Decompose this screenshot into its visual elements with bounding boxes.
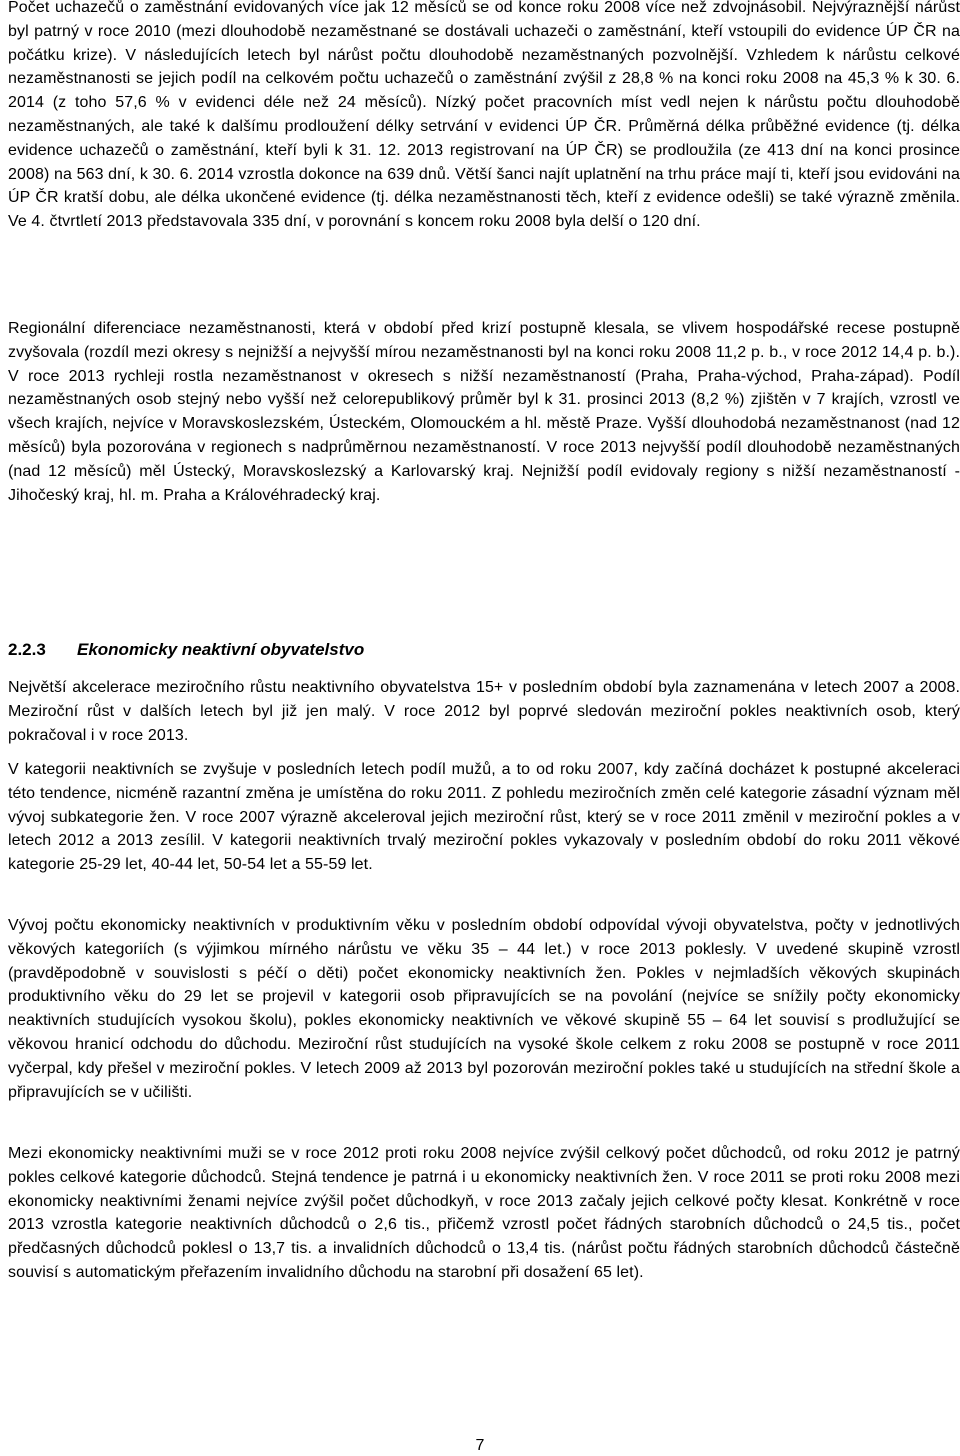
section-heading bbox=[8, 638, 364, 662]
section-title: Ekonomicky neaktivní obyvatelstvo bbox=[77, 640, 365, 659]
section-number: 2.2.3 bbox=[8, 640, 46, 659]
paragraph-inactive-growth: Největší akcelerace meziročního růstu neaktivního obyvatelstva 15+ v posledním období byla zaznamenána v letech 2007 a 2008. Meziroční růst v dalších letech byl již jen malý. V roce 2012 byl poprvé sledován meziroční pokles neaktivních osob, který pokračoval i v roce 2013. bbox=[8, 679, 960, 744]
page-number: 7 bbox=[475, 1437, 485, 1454]
paragraph-long-term-unemployment: Počet uchazečů o zaměstnání evidovaných více jak 12 měsíců se od konce roku 2008 více než zdvojnásobil. Nejvýraznější nárůst byl patrný v roce 2010 (mezi dlouhodobě nezaměstnané se dostávali uchazeči o zaměstnání, kteří vstoupili do evidence ÚP ČR na počátku krize). V následujících letech byl nárůst počtu dlouhodobě nezaměstnaných pozvolnější. Vzhledem k nárůstu celkové nezaměstnanosti se jejich podíl na celkovém počtu uchazečů o zaměstnání zvýšil z 28,8 % na konci roku 2008 na 45,3 % k 30. 6. 2014 (z toho 57,6 % v evidenci déle než 24 měsíců). Nízký počet pracovních míst vedl nejen k nárůstu počtu dlouhodobě nezaměstnaných, ale také k dalšímu prodloužení délky setrvání v evidenci ÚP ČR. Průměrná délka průběžné evidence (tj. délka evidence uchazečů o zaměstnání, kteří byli k 31. 12. 2013 registrovaní na ÚP ČR) se prodloužila (ze 413 dní na konci prosince 2008) na 563 dní, k 30. 6. 2014 vzrostla dokonce na 639 dnů. Větší šanci najít uplatnění na trhu práce mají ti, kteří jsou evidováni na ÚP ČR kratší dobu, ale délka ukončené evidence (tj. délka nezaměstnanosti těch, kteří z evidence odešli) se také výrazně změnila. Ve 4. čtvrtletí 2013 představovala 335 dní, v porovnání s koncem roku 2008 byla delší o 120 dní. bbox=[8, 0, 960, 231]
paragraph-productive-age-inactive: Vývoj počtu ekonomicky neaktivních v produktivním věku v posledním období odpovídal vývoji obyvatelstva, počty v jednotlivých věkových kategoriích (s výjimkou mírného nárůstu ve věku 35 – 44 let.) v roce 2013 poklesly. V uvedené skupině vzrostl (pravděpodobně v souvislosti s péčí o děti) počet ekonomicky neaktivních žen. Pokles v nejmladších věkových skupinách produktivního věku do 29 let se projevil v kategorii osob připravujících se na povolání (nejvíce se snížily počty ekonomicky neaktivních studujících vysokou školu), pokles ekonomicky neaktivních ve věkové skupině 55 – 64 let souvisí s prodlužující se věkovou hranicí odchodu do důchodu. Meziroční růst studujících na vysoké škole celkem z roku 2008 se postupně v roce 2011 vyčerpal, kdy přešel v meziroční pokles. V letech 2009 až 2013 byl pozorován meziroční pokles také u studujících na střední škole a připravujících se v učilišti. bbox=[8, 917, 960, 1101]
paragraph-inactive-men-share: V kategorii neaktivních se zvyšuje v posledních letech podíl mužů, a to od roku 2007, kdy začíná docházet k postupné akceleraci této tendence, nicméně razantní změna je umístěna do roku 2011. Z pohledu meziročních změn celé kategorie zásadní význam měl vývoj subkategorie žen. V roce 2007 výrazně akceleroval jejich meziroční růst, který se v roce 2011 změnil v meziroční pokles a v letech 2012 a 2013 zesílil. V kategorii neaktivních trvalý meziroční pokles vykazovaly v posledním období do roku 2011 věkové kategorie 25-29 let, 40-44 let, 50-54 let a 55-59 let. bbox=[8, 761, 960, 874]
paragraph-pensioners: Mezi ekonomicky neaktivními muži se v roce 2012 proti roku 2008 nejvíce zvýšil celkový počet důchodců, od roku 2012 je patrný pokles celkové kategorie důchodců. Stejná tendence je patrná i u ekonomicky neaktivních žen. V roce 2011 se proti roku 2008 mezi ekonomicky neaktivními ženami nejvíce zvýšil počet důchodkyň, v roce 2013 začaly jejich celkové počty klesat. Konkrétně v roce 2013 vzrostla kategorie neaktivních důchodců o 2,6 tis., přičemž vzrostl počet řádných starobních důchodců o 24,5 tis., počet předčasných důchodců poklesl o 13,7 tis. a invalidních důchodců o 13,4 tis. (nárůst počtu řádných starobních důchodců částečně souvisí s automatickým přeřazením invalidního důchodu na starobní při dosažení 65 let). bbox=[8, 1145, 960, 1281]
paragraph-regional-differentiation: Regionální diferenciace nezaměstnanosti, která v období před krizí postupně klesala, se vlivem hospodářské recese postupně zvyšovala (rozdíl mezi okresy s nejnižší a nejvyšší mírou nezaměstnanosti byl na konci roku 2008 11,2 p. b., v roce 2012 14,4 p. b.). V roce 2013 rychleji rostla nezaměstnanost v okresech s nižší nezaměstnaností (Praha, Praha-východ, Praha-západ). Podíl nezaměstnaných osob stejný nebo vyšší než celorepublikový průměr byl k 31. prosinci 2013 (8,2 %) zjištěn v 7 krajích, vzrostl ve všech krajích, nejvíce v Moravskoslezském, Ústeckém, Olomouckém a hl. městě Praze. Vyšší dlouhodobá nezaměstnanost (nad 12 měsíců) byla pozorována v regionech s nadprůměrnou nezaměstnaností. V roce 2013 nejvyšší podíl dlouhodobě nezaměstnaných (nad 12 měsíců) měl Ústecký, Moravskoslezský a Karlovarský kraj. Nejnižší podíl evidovaly regiony s nižší nezaměstnaností - Jihočeský kraj, hl. m. Praha a Královéhradecký kraj. bbox=[8, 320, 960, 504]
